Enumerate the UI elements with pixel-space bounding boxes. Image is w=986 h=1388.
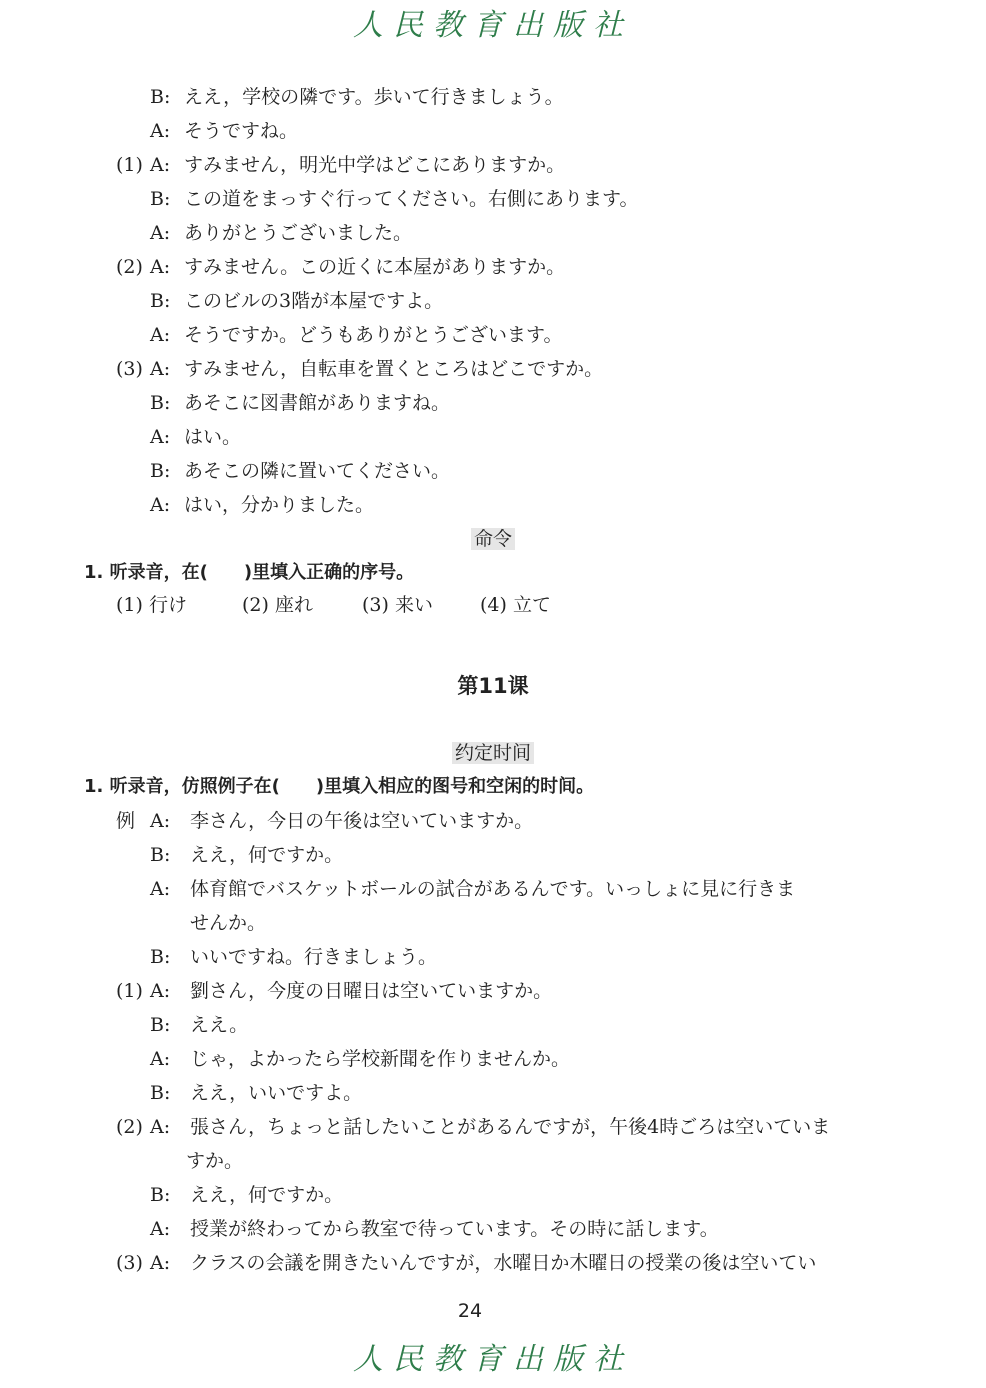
speaker-label: B: — [150, 460, 171, 482]
item-number: (3) — [116, 1252, 143, 1274]
speaker-label: A: — [150, 1116, 171, 1138]
dialog-text: すみません。この近くに本屋がありますか。 — [184, 256, 566, 278]
dialog-text: 授業が終わってから教室で待っています。その時に話します。 — [190, 1218, 719, 1240]
option-item: (1) 行け — [116, 594, 187, 616]
publisher-logo-footer: 人民教育出版社 — [353, 1342, 633, 1377]
speaker-label: A: — [150, 154, 171, 176]
speaker-label: B: — [150, 844, 171, 866]
dialog-text: クラスの会議を開きたいんですが，水曜日か木曜日の授業の後は空いてい — [190, 1252, 817, 1274]
speaker-label: B: — [150, 1082, 171, 1104]
speaker-label: A: — [150, 878, 171, 900]
dialog-text: ありがとうございました。 — [184, 222, 413, 244]
dialog-text: このビルの3階が本屋ですよ。 — [184, 290, 444, 312]
speaker-label: B: — [150, 86, 171, 108]
speaker-label: A: — [150, 120, 171, 142]
dialog-text: この道をまっすぐ行ってください。右側にあります。 — [184, 188, 639, 210]
speaker-label: A: — [150, 1048, 171, 1070]
dialog-text: ええ。 — [190, 1014, 249, 1036]
speaker-label: B: — [150, 392, 171, 414]
speaker-label: B: — [150, 1184, 171, 1206]
dialog-text: 張さん，ちょっと話したいことがあるんですが，午後4時ごろは空いていま — [190, 1116, 831, 1138]
item-number: (1) — [116, 154, 143, 176]
speaker-label: A: — [150, 426, 171, 448]
dialog-text: そうですね。 — [184, 120, 299, 142]
question-command: 1. 听录音，在( )里填入正确的序号。 — [84, 562, 415, 583]
dialog-text: すみません，明光中学はどこにありますか。 — [184, 154, 566, 176]
speaker-label: B: — [150, 946, 171, 968]
dialog-text: ええ，学校の隣です。歩いて行きましょう。 — [184, 86, 564, 108]
dialog-text: すか。 — [186, 1150, 244, 1172]
dialog-text: せんか。 — [190, 912, 267, 934]
speaker-label: A: — [150, 256, 171, 278]
dialog-text: 体育館でバスケットボールの試合があるんです。いっしょに見に行きま — [190, 878, 796, 900]
item-number: (1) — [116, 980, 143, 1002]
speaker-label: A: — [150, 494, 171, 516]
speaker-label: B: — [150, 188, 171, 210]
dialog-text: すみません，自転車を置くところはどこですか。 — [184, 358, 604, 380]
dialog-text: 劉さん，今度の日曜日は空いていますか。 — [190, 980, 553, 1002]
speaker-label: A: — [150, 1252, 171, 1274]
dialog-text: 李さん，今日の午後は空いていますか。 — [190, 810, 534, 832]
speaker-label: A: — [150, 1218, 171, 1240]
option-item: (2) 座れ — [242, 594, 313, 616]
speaker-label: A: — [150, 222, 171, 244]
dialog-text: ええ，いいですよ。 — [190, 1082, 363, 1104]
dialog-text: あそこに図書館がありますね。 — [184, 392, 451, 414]
dialog-text: ええ，何ですか。 — [190, 1184, 344, 1206]
section-title-appointment: 约定时间 — [0, 740, 986, 766]
dialog-text: じゃ，よかったら学校新聞を作りませんか。 — [190, 1048, 571, 1070]
section-title-command: 命令 — [0, 526, 986, 552]
dialog-text: はい，分かりました。 — [184, 494, 375, 516]
option-item: (4) 立て — [480, 594, 551, 616]
dialog-text: そうですか。どうもありがとうございます。 — [184, 324, 563, 346]
speaker-label: A: — [150, 324, 171, 346]
item-number: 例 — [116, 810, 136, 832]
item-number: (2) — [116, 256, 143, 278]
question-appointment: 1. 听录音，仿照例子在( )里填入相应的图号和空闲的时间。 — [84, 776, 595, 797]
dialog-text: いいですね。行きましょう。 — [190, 946, 438, 968]
dialog-text: ええ，何ですか。 — [190, 844, 344, 866]
speaker-label: B: — [150, 290, 171, 312]
lesson-title: 第11课 — [457, 674, 529, 698]
item-number: (2) — [116, 1116, 143, 1138]
publisher-logo-header: 人民教育出版社 — [353, 8, 633, 43]
option-item: (3) 来い — [362, 594, 433, 616]
dialog-text: はい。 — [184, 426, 242, 448]
page-number: 24 — [457, 1300, 483, 1322]
speaker-label: A: — [150, 980, 171, 1002]
speaker-label: A: — [150, 358, 171, 380]
speaker-label: A: — [150, 810, 171, 832]
item-number: (3) — [116, 358, 143, 380]
speaker-label: B: — [150, 1014, 171, 1036]
dialog-text: あそこの隣に置いてください。 — [184, 460, 451, 482]
